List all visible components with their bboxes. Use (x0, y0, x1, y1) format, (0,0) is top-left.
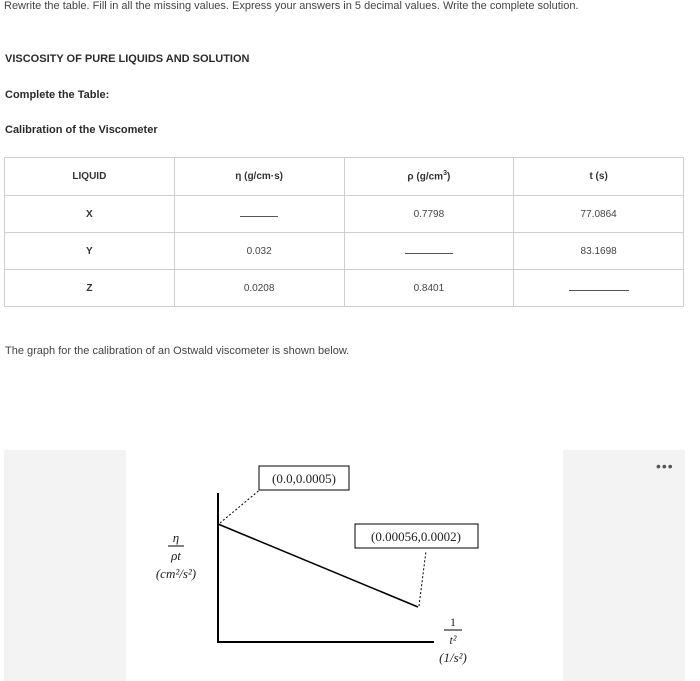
leader-line (419, 551, 426, 606)
header-density-text: ρ (g/cm (407, 171, 444, 183)
header-liquid: LIQUID (5, 158, 175, 196)
cell-time-blank (514, 270, 684, 307)
blank-line (569, 284, 629, 291)
subheading: Complete the Table: (5, 89, 110, 101)
section-heading: VISCOSITY OF PURE LIQUIDS AND SOLUTION (5, 53, 250, 65)
point2-label: (0.00056,0.0002) (371, 529, 461, 544)
cell-time: 83.1698 (514, 233, 684, 270)
header-density-exponent: 3 (443, 170, 447, 178)
x-label-units: (1/s²) (439, 650, 467, 665)
cell-density: 0.8401 (344, 270, 514, 307)
table-row (5, 196, 684, 233)
instructions-text: Rewrite the table. Fill in all the missing values. Express your answers in 5 decimal values. Write the complete solution. (4, 0, 579, 12)
cell-viscosity-blank (174, 196, 344, 233)
cell-liquid: Y (5, 233, 175, 270)
table-title: Calibration of the Viscometer (5, 124, 158, 136)
cell-viscosity: 0.0208 (174, 270, 344, 307)
cell-density: 0.7798 (344, 196, 514, 233)
y-label-denominator: ρt (171, 548, 181, 563)
right-gray-panel (563, 450, 685, 681)
cell-liquid: Z (5, 270, 175, 307)
calibration-graph (126, 450, 563, 681)
left-gray-panel (4, 450, 126, 681)
table-row (5, 270, 684, 307)
header-time: t (s) (514, 158, 684, 196)
point1-label: (0.0,0.0005) (272, 471, 336, 486)
x-label-numerator: 1 (450, 615, 456, 629)
blank-line (405, 247, 453, 254)
cell-time: 77.0864 (514, 196, 684, 233)
table-row (5, 233, 684, 270)
header-density-close: ) (446, 171, 451, 183)
cell-viscosity: 0.032 (174, 233, 344, 270)
blank-line (240, 210, 278, 217)
y-label-units: (cm²/s²) (155, 566, 197, 581)
calibration-table (4, 157, 684, 307)
cell-liquid: X (5, 196, 175, 233)
cell-density-blank (344, 233, 514, 270)
x-label-denominator: t² (449, 633, 457, 647)
graph-caption: The graph for the calibration of an Ostwald viscometer is shown below. (5, 345, 350, 357)
header-viscosity: η (g/cm·s) (174, 158, 344, 196)
leader-line (220, 488, 262, 523)
y-label-top: η (172, 530, 180, 545)
header-density (344, 158, 514, 196)
table-header-row (5, 158, 684, 196)
more-options-icon[interactable]: ••• (656, 458, 674, 474)
